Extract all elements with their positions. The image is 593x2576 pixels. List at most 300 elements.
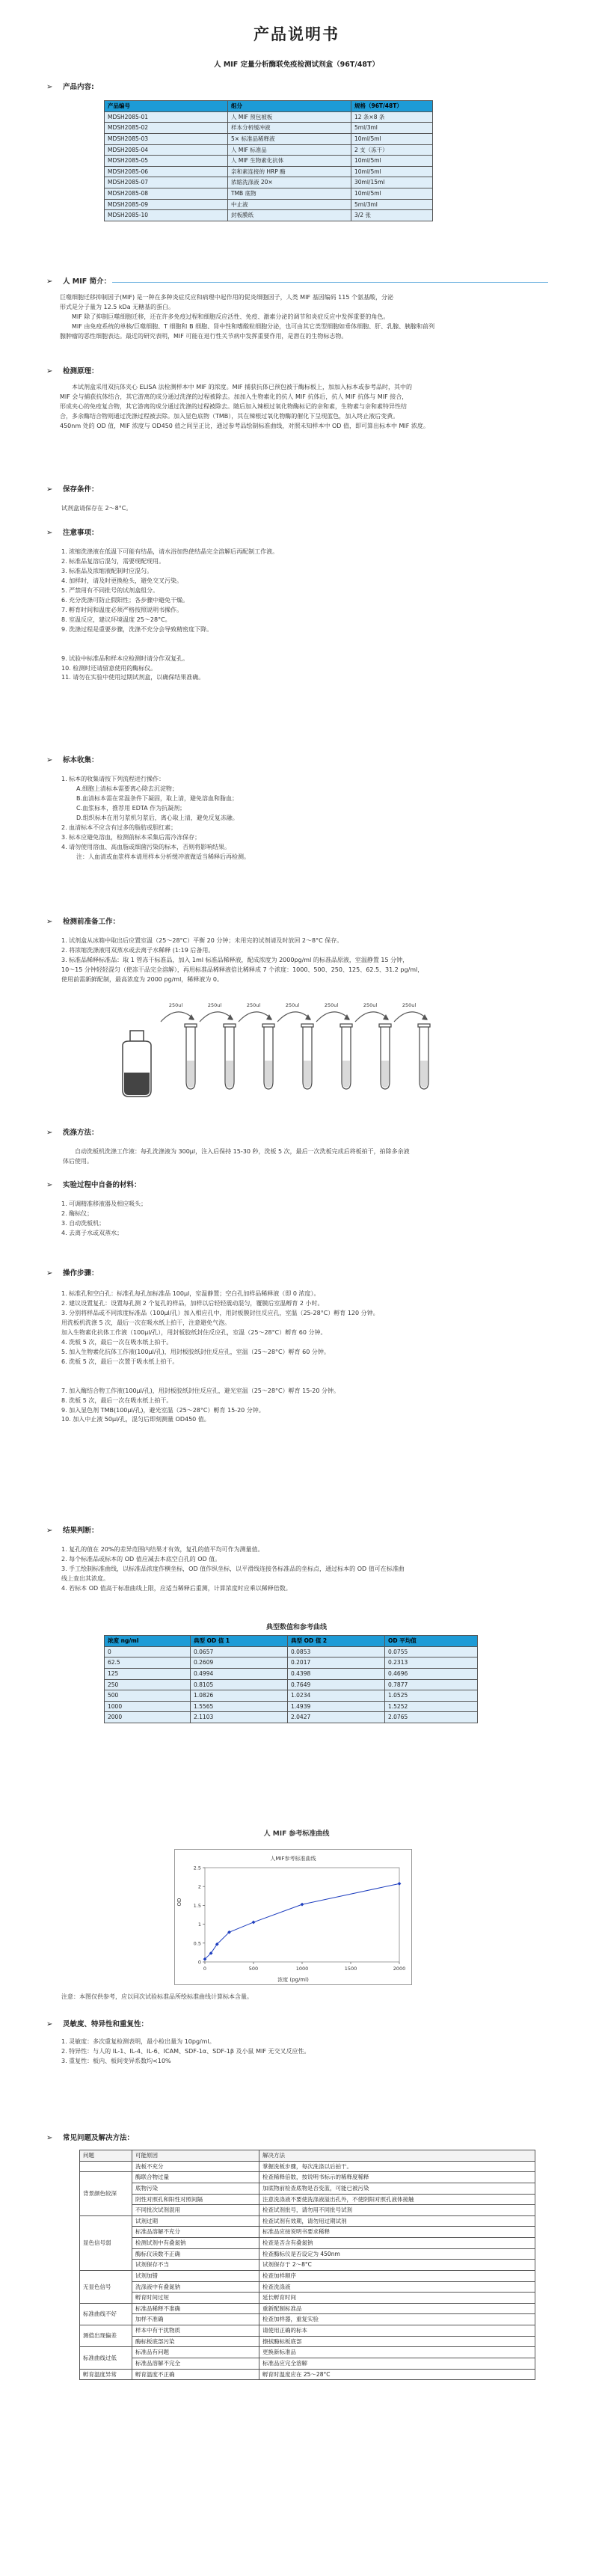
list-item: 3. 重复性：板内、板间变异系数均<10% (61, 2057, 171, 2064)
table-cell: 中止液 (228, 199, 351, 210)
transfer-arrow (355, 1012, 388, 1022)
standard-curve-chart (174, 1849, 412, 1985)
tube-liquid (304, 1061, 311, 1088)
table-cell: 孵育温度异常 (80, 2369, 132, 2380)
table-cell: MDSH2085-04 (105, 144, 228, 156)
table-cell: 背景颜色较深 (80, 2172, 132, 2216)
text-line: MIF 会与捕获抗体结合，其它游离的成分通过洗涤的过程被除去。加加入生物素化的抗人 MIF 抗体后，抗人 MIF 抗体与 MIF 接合， (60, 393, 408, 400)
table-cell: 孵育时温度应在 25～28°C (259, 2369, 535, 2380)
table-cell: 0.2313 (385, 1657, 478, 1669)
list-item: D.组织标本在用匀浆机匀浆后，离心取上清，避免反复冻融。 (76, 814, 239, 821)
table-cell: 1.5565 (191, 1701, 288, 1712)
table-cell: 10ml/5ml (351, 133, 433, 144)
table-cell: 阴性对照孔和阳性对照间隔 (132, 2194, 259, 2205)
table-row (80, 2358, 535, 2369)
steps-list (61, 1289, 540, 1425)
table-cell: 2000 (105, 1712, 191, 1723)
list-item: 6. 洗板 5 次，最后一次置于吸水纸上拍干。 (61, 1358, 179, 1365)
tube-rim (340, 1024, 352, 1027)
arrow-bullet-icon (46, 486, 55, 494)
table-cell: 1.0826 (191, 1690, 288, 1702)
list-item: 6. 充分洗涤可防止假阳性；各步骤中避免干燥。 (61, 596, 189, 604)
table-cell: 标准品应按说明书要求稀释 (259, 2227, 535, 2238)
x-tick-label: 1000 (295, 1966, 309, 1972)
list-item: 线上查出其浓度。 (61, 1574, 109, 1582)
section-title: 注意事项： (63, 529, 99, 537)
table-cell (80, 2161, 132, 2172)
table-cell: 掌握洗板步骤，每次洗涤以后拍干。 (259, 2161, 535, 2172)
table-cell: 2.0765 (385, 1712, 478, 1723)
table-cell: 0.7649 (288, 1679, 385, 1690)
text-line: MIF 除了抑制巨噬细胞迁移，还在许多免疫过程和细胞反应活性、免疫、激素分泌的调节和炎症反应中发挥重要的角色。 (72, 313, 390, 320)
section-title: 洗涤方法： (63, 1129, 99, 1137)
list-item: 3. 自动洗板机； (61, 1219, 105, 1227)
y-tick-label: 1.5 (193, 1902, 201, 1909)
table-cell: 标准曲线过低 (80, 2347, 132, 2369)
table-row (80, 2161, 535, 2172)
table-cell: 擦拭酶标板底部 (259, 2336, 535, 2347)
chart-y-axis-label: OD (176, 1898, 182, 1907)
table-row (80, 2248, 535, 2260)
table-cell: MDSH2085-01 (105, 111, 228, 123)
list-item: 1. 灵敏度：多次重复检测表明，最小检出量为 10pg/ml。 (61, 2038, 215, 2045)
text-line: 腺肿瘤的恶性细胞表达。最近的研究表明，MIF 可能在退行性关节病中发挥重要作用，是潜在的生物标志物。 (60, 332, 348, 340)
table-cell: 酶标板底部污染 (132, 2336, 259, 2347)
list-item: 1. 浓缩洗涤液在低温下可能有结晶，请水浴加热使结晶完全溶解后再配制工作液。 (61, 548, 279, 555)
y-tick-label: 0 (197, 1959, 201, 1966)
table-cell: 检查试剂批号，请勿用不同批号试剂 (259, 2205, 535, 2216)
data-point (398, 1882, 402, 1886)
table-row (80, 2303, 535, 2314)
text-line: 450nm 处的 OD 值，MIF 浓度与 OD450 值之间呈正比，通过参考品绘制标准曲线，对照未知样本中 OD 值，即可算出标本中 MIF 浓度。 (60, 422, 429, 429)
section-title: 保存条件： (63, 485, 99, 494)
text-line: 合，多余酶结合物则通过洗涤过程被去除。加入显色底物（TMB），其在辣根过氧化物酶的催化下呈现蓝色，加入终止液后变黄。 (60, 412, 399, 420)
transfer-arrow (316, 1012, 349, 1022)
section-title: 检测前准备工作： (63, 918, 120, 926)
list-item: 10. 加入中止液 50μl/孔，混匀后即刻测量 OD450 值。 (61, 1416, 210, 1423)
arrow-bullet-icon (46, 757, 55, 764)
section-contents (46, 82, 94, 93)
y-tick-label: 2.5 (193, 1865, 201, 1871)
arrow-bullet-icon (46, 530, 55, 537)
table-cell: 酶标仪读数不正确 (132, 2248, 259, 2260)
text-line: 巨噬细胞迁移抑制因子(MIF) 是一种在多种炎症反应和病理中起作用的促炎细胞因子，人类 MIF 基因编码 115 个氨基酸，分泌 (60, 294, 393, 301)
arrow-bullet-icon (46, 84, 55, 91)
table-cell: 62.5 (105, 1657, 191, 1669)
table-cell: 5ml/3ml (351, 123, 433, 134)
tube-rim (185, 1024, 197, 1027)
product-header-cell: 组分 (228, 101, 351, 112)
table-cell: 0.7877 (385, 1679, 478, 1690)
table-row (105, 111, 433, 123)
list-item: 2. 酶标仪； (61, 1209, 93, 1217)
transfer-volume-label: 250ul (363, 1002, 378, 1008)
faq-header-cell: 解决方法 (259, 2150, 535, 2162)
arrow-bullet-icon (46, 1270, 55, 1278)
table-row (105, 1701, 478, 1712)
table-cell: 检查酶标仪是否设定为 450nm (259, 2248, 535, 2260)
chart-title: 人MIF参考标准曲线 (270, 1856, 316, 1862)
list-item: 8. 洗板 5 次，最后一次在吸水纸上拍干。 (61, 1396, 173, 1404)
table-cell: 0.2017 (288, 1657, 385, 1669)
chart-note: 注意：本图仅供参考，应以同次试验标准品所绘标准曲线计算标本含量。 (61, 1993, 253, 2000)
table-row (80, 2227, 535, 2238)
table-row (80, 2260, 535, 2271)
table-cell: 12 条×8 条 (351, 111, 433, 123)
section-notes (46, 528, 99, 539)
product-table (104, 100, 433, 221)
table-cell: MDSH2085-02 (105, 123, 228, 134)
tube-rim (224, 1024, 236, 1027)
section-title: 结果判断： (63, 1527, 99, 1535)
table-row (80, 2183, 535, 2194)
list-item: 2. 标准品复溶后混匀，需要现配现用。 (61, 557, 165, 565)
sample-list (61, 775, 540, 862)
table-cell: 0 (105, 1646, 191, 1657)
table-row (80, 2194, 535, 2205)
table-cell: MDSH2085-06 (105, 166, 228, 177)
table-cell: 0.4696 (385, 1668, 478, 1679)
tube-rim (418, 1024, 430, 1027)
section-title: 人 MIF 简介： (63, 277, 111, 286)
chart-plot-area (194, 1865, 406, 1972)
section-steps (46, 1269, 99, 1280)
section-faq (46, 2133, 134, 2144)
standard-list (61, 936, 540, 985)
reference-table-header (105, 1636, 478, 1647)
list-item: 2. 血清标本不应含有过多的脂肪或胆红素； (61, 824, 177, 831)
arrow-bullet-icon (46, 1129, 55, 1137)
table-cell: 延长孵育时间 (259, 2293, 535, 2304)
table-cell: 测值出现偏差 (80, 2325, 132, 2347)
table-row (80, 2347, 535, 2358)
page-title: 产品说明书 (254, 25, 339, 43)
list-item: 1. 标准孔和空白孔：标准孔每孔加标准品 100μl，室温静置；空白孔加样品稀释液（即 0 浓度）。 (61, 1290, 320, 1297)
chart-caption: 人 MIF 参考标准曲线 (263, 1830, 330, 1838)
tube-rim (301, 1024, 313, 1027)
table-cell: 亲和素连接的 HRP 酶 (228, 166, 351, 177)
arrow-bullet-icon (46, 368, 55, 375)
reference-od-table (104, 1635, 478, 1723)
table-cell: 封板膜纸 (228, 210, 351, 221)
table-cell: 2.1103 (191, 1712, 288, 1723)
wash-paragraph (63, 1147, 541, 1167)
table-row (105, 133, 433, 144)
list-item: 3. 标准品稀释标准品：取 1 管冻干标准品，加入 1ml 标准品稀释液，配成浓度为 2000pg/ml 的标准品原液，室温静置 15 分钟， (61, 956, 409, 963)
table-cell: 注意洗涤液不要使洗涤液溢出孔外，不使阴阳对照孔液体接触 (259, 2194, 535, 2205)
table-row (105, 144, 433, 156)
table-cell: 试剂保存不当 (132, 2260, 259, 2271)
table-row (105, 188, 433, 200)
table-cell: 检查稀释倍数，按说明书标示的稀释度稀释 (259, 2172, 535, 2183)
section-perf (46, 2020, 148, 2031)
table-row (80, 2369, 535, 2380)
table-cell: 250 (105, 1679, 191, 1690)
table-cell: 检测试剂中有叠氮钠 (132, 2238, 259, 2249)
table-cell: MDSH2085-09 (105, 199, 228, 210)
reference-header-cell: OD 平均值 (385, 1636, 478, 1647)
list-item: C.血浆标本，推荐用 EDTA 作为抗凝剂； (76, 804, 186, 812)
arrow-bullet-icon (46, 919, 55, 926)
table-cell: 孵育时间过短 (132, 2293, 259, 2304)
table-cell: 0.8105 (191, 1679, 288, 1690)
table-cell: 10ml/5ml (351, 188, 433, 200)
text-line: 形式是分子量为 12.5 kDa 无糖基的蛋白。 (60, 303, 175, 310)
section-title: 灵敏度、特异性和重复性： (63, 2020, 149, 2028)
table-cell: TMB 底物 (228, 188, 351, 200)
list-spacer (61, 1367, 540, 1387)
list-item: 4. 请勿使用溶血、高血脂或细菌污染的标本，否则将影响结果。 (61, 843, 231, 850)
table-cell: 5ml/3ml (351, 199, 433, 210)
table-cell: MDSH2085-03 (105, 133, 228, 144)
table-cell: 更换新标准品 (259, 2347, 535, 2358)
dilution-diagram (112, 1001, 456, 1105)
data-point (301, 1903, 304, 1907)
table-row (80, 2314, 535, 2325)
section-standard (46, 917, 120, 928)
transfer-volume-label: 250ul (285, 1002, 300, 1008)
table-cell: 标准品有问题 (132, 2347, 259, 2358)
table-cell: 重新配制标准品 (259, 2303, 535, 2314)
list-item: 3. 手工绘制标准曲线，以标准品浓度作横坐标，OD 值作纵坐标，以平滑线连接各标准品的坐标点，通过标本的 OD 值可在标准曲 (61, 1565, 405, 1572)
notes-list (61, 548, 540, 683)
table-cell: 酶联合物过量 (132, 2172, 259, 2183)
table-cell: 5× 标准品稀释液 (228, 133, 351, 144)
list-item: 3. 分别将样品或不同浓度标准品（100μl/孔）加入相应孔中，用封板膜封住反应孔，室温（25-28°C）孵育 120 分钟。 (61, 1309, 379, 1316)
table-cell: 试剂加错 (132, 2270, 259, 2281)
x-tick-label: 0 (203, 1966, 207, 1972)
faq-header-cell: 可能原因 (132, 2150, 259, 2162)
list-item: 5. 严禁用有不同批号的试剂盒组分。 (61, 586, 159, 594)
list-item: 使用前需新鲜配制，最高浓度为 2000 pg/ml，稀释液为 0。 (61, 975, 223, 983)
chart-x-axis-label: 浓度 (pg/ml) (277, 1977, 309, 1983)
transfer-arrow (394, 1012, 427, 1022)
list-item: 9. 试验中标准品和样本应检测时请分作双复孔。 (61, 654, 189, 662)
table-cell: 浓缩洗涤液 20× (228, 177, 351, 188)
text-line: 体后使用。 (63, 1157, 93, 1165)
list-item: 1. 可调精准移液器及相应吸头； (61, 1200, 147, 1207)
list-item: 4. 若标本 OD 值高于标准曲线上限，应适当稀释后重测，计算浓度时应乘以稀释倍数。 (61, 1584, 292, 1592)
data-point (252, 1921, 256, 1925)
text-line: 本试剂盒采用双抗体夹心 ELISA 法检测样本中 MIF 的浓度。MIF 捕获抗体已预包被于酶标板上，加加入标本或参考品时，其中的 (72, 384, 413, 390)
table-cell: 不同批次试剂混用 (132, 2205, 259, 2216)
arrow-bullet-icon (46, 1527, 55, 1535)
x-tick-label: 2000 (393, 1966, 406, 1972)
table-cell: 检查加样器，重复实验 (259, 2314, 535, 2325)
text-line: 形成夹心的免疫复合物，其它游离的成分通过洗涤的过程被除去。随后加入辣根过氧化物酶标记的亲和素，生物素与亲和素特异性结 (60, 402, 407, 410)
table-cell: 1.0234 (288, 1690, 385, 1702)
faq-table-header (80, 2150, 535, 2162)
stock-bottle-icon (123, 1031, 151, 1097)
x-tick-label: 500 (248, 1966, 259, 1972)
list-item: 1. 复孔的值在 20%的差异范围内结果才有效，复孔的值平均可作为测量值。 (61, 1546, 264, 1553)
table-row (105, 123, 433, 134)
tube-rim (379, 1024, 391, 1027)
section-intro (46, 277, 111, 288)
table-cell: 人 MIF 生物素化抗体 (228, 156, 351, 167)
section-divider (112, 282, 548, 283)
table-cell: 125 (105, 1668, 191, 1679)
list-item: 3. 标准品及浓缩液配制时应混匀。 (61, 567, 153, 574)
table-cell: 请使用正确的标本 (259, 2325, 535, 2337)
table-cell: 样本中有干扰物质 (132, 2325, 259, 2337)
section-result (46, 1526, 99, 1537)
table-row (80, 2215, 535, 2227)
transfer-arrow (277, 1012, 310, 1022)
list-item: 10～15 分钟轻轻混匀（使冻干品完全溶解），再用标准品稀释液倍比稀释成 7 个浓度：1000、500、250、125、62.5、31.2 pg/ml， (61, 966, 424, 973)
table-cell: 洗板不充分 (132, 2161, 259, 2172)
list-item: B.血清标本需在常温条件下凝固，取上清，避免溶血和脂血； (76, 794, 239, 802)
list-item: A.细胞上清标本需要离心除去沉淀物； (76, 785, 178, 792)
principle-paragraph (60, 383, 546, 432)
table-row (105, 199, 433, 210)
table-cell: 加样不准确 (132, 2314, 259, 2325)
table-cell: 无显色信号 (80, 2270, 132, 2303)
list-item: 9. 洗涤过程是重要步骤，洗涤不充分会导致精密度下降。 (61, 625, 213, 633)
list-item: 2. 建议设置复孔：设置每孔测 2 个复孔的样品，加样以后轻轻震动混匀，覆膜后室温孵育 2 小时。 (61, 1299, 324, 1307)
table-cell: 样本分析缓冲液 (228, 123, 351, 134)
table-row (80, 2336, 535, 2347)
product-table-header (105, 101, 433, 112)
tube-liquid (342, 1061, 350, 1088)
list-item: 2. 特异性：与人的 IL-1、IL-4、IL-6、ICAM、SDF-1α、SDF-1β 及小鼠 MIF 无交叉反应性。 (61, 2047, 310, 2055)
list-item: 2. 将浓缩洗涤液用双蒸水或去离子水稀释 (1:19 后备用。 (61, 946, 215, 954)
result-list (61, 1545, 540, 1594)
table-cell: MDSH2085-07 (105, 177, 228, 188)
list-item: 4. 去离子水或双蒸水； (61, 1229, 123, 1236)
table-cell: 加底物前检查底物是否变蓝，可能已被污染 (259, 2183, 535, 2194)
table-row (105, 177, 433, 188)
table-cell: 检查试剂有效期，请勿用过期试剂 (259, 2215, 535, 2227)
table-cell: 标准品应完全溶解 (259, 2358, 535, 2369)
section-title: 标本收集： (63, 756, 99, 764)
y-tick-label: 2 (197, 1883, 201, 1890)
list-item: 1. 试剂盒从冰箱中取出后应置室温（25～28°C）平衡 20 分钟；未用完的试剂请及时放回 2～8°C 保存。 (61, 937, 343, 944)
list-spacer (61, 635, 540, 654)
section-principle (46, 367, 99, 378)
list-item: 2. 每个标准品或标本的 OD 值应减去本底空白孔的 OD 值。 (61, 1555, 221, 1563)
table-cell: 2 支（冻干） (351, 144, 433, 156)
table-cell: 标准品溶解不充分 (132, 2227, 259, 2238)
table-cell: 0.0853 (288, 1646, 385, 1657)
reference-table-title: 典型数值和参考曲线 (265, 1624, 327, 1631)
table-cell: 0.4994 (191, 1668, 288, 1679)
faq-header-cell: 问题 (80, 2150, 132, 2162)
section-sample (46, 755, 99, 767)
section-title: 实验过程中自备的材料： (63, 1181, 141, 1189)
product-header-cell: 规格（96T/48T） (351, 101, 433, 112)
table-cell: 1.4939 (288, 1701, 385, 1712)
perf-list (61, 2037, 540, 2067)
section-prepare (46, 1180, 141, 1192)
table-cell: 0.4398 (288, 1668, 385, 1679)
table-row (80, 2281, 535, 2293)
table-cell: 显色信号弱 (80, 2215, 132, 2270)
table-cell: 30ml/15ml (351, 177, 433, 188)
list-item: 3. 标本应避免溶血，检测前标本采集后需冷冻保存； (61, 833, 201, 841)
table-cell: 试剂过期 (132, 2215, 259, 2227)
reference-header-cell: 典型 OD 值 1 (191, 1636, 288, 1647)
table-row (105, 1668, 478, 1679)
section-title: 操作步骤： (63, 1269, 99, 1278)
page-subtitle: 人 MIF 定量分析酶联免疫检测试剂盒（96T/48T） (214, 61, 379, 69)
table-cell: MDSH2085-08 (105, 188, 228, 200)
faq-table (79, 2150, 535, 2380)
tube-liquid (187, 1061, 194, 1088)
intro-paragraph (60, 293, 538, 342)
storage-text: 试剂盒请保存在 2～8°C。 (61, 505, 132, 512)
chart-svg (175, 1850, 411, 1984)
list-item: 9. 加入显色剂 TMB(100μl/孔)，避光室温（25～28°C）孵育 15-20 分钟。 (61, 1406, 265, 1414)
product-header-cell: 产品编号 (105, 101, 228, 112)
table-cell: 1.0525 (385, 1690, 478, 1702)
y-tick-label: 0.5 (193, 1940, 201, 1947)
table-cell: 标准品稀释不准确 (132, 2303, 259, 2314)
table-row (80, 2270, 535, 2281)
table-cell: 0.0755 (385, 1646, 478, 1657)
list-item: 1. 标本的收集请按下列流程进行操作： (61, 776, 165, 782)
arrow-bullet-icon (46, 1182, 55, 1189)
transfer-volume-label: 250ul (402, 1002, 417, 1008)
list-item: 10. 检测时还请留意使用的酶标仪。 (61, 664, 157, 672)
section-title: 产品内容: (63, 83, 94, 91)
table-cell: 1.5252 (385, 1701, 478, 1712)
list-item: 4. 洗板 5 次，最后一次在吸水纸上拍干。 (61, 1338, 173, 1346)
table-row (105, 156, 433, 167)
table-row (105, 1690, 478, 1702)
table-cell: 检查洗涤液 (259, 2281, 535, 2293)
list-item: 7. 加入酶结合物工作液(100μl/孔)，用封板胶纸封住反应孔，避光室温（25～28°C）孵育 15-20 分钟。 (61, 1387, 339, 1394)
table-row (105, 1657, 478, 1669)
table-cell: 0.0657 (191, 1646, 288, 1657)
prepare-list (61, 1200, 540, 1239)
table-row (105, 1712, 478, 1723)
text-line: 自动洗板机洗涤工作液：每孔洗涤液为 300μl，注入后保持 15-30 秒，洗板 5 次，最后一次洗板完成后将板拍干，拍除多余液 (75, 1148, 410, 1155)
table-cell: 检查加样顺序 (259, 2270, 535, 2281)
arrow-bullet-icon (46, 2021, 55, 2028)
y-tick-label: 1 (197, 1922, 201, 1928)
tube-liquid (381, 1061, 389, 1088)
table-cell: 底物污染 (132, 2183, 259, 2194)
table-row (105, 166, 433, 177)
section-title: 检测原理： (63, 367, 99, 375)
list-item: 7. 孵育时间和温度必须严格按照说明书操作。 (61, 606, 183, 613)
table-cell: 2.0427 (288, 1712, 385, 1723)
table-cell: 10ml/5ml (351, 166, 433, 177)
arrow-bullet-icon (46, 278, 55, 286)
table-cell: MDSH2085-05 (105, 156, 228, 167)
list-item: 注：人血清或血浆样本请用样本分析缓冲液做适当稀释后再检测。 (76, 853, 250, 860)
table-cell: MDSH2085-10 (105, 210, 228, 221)
transfer-arrow (200, 1012, 233, 1022)
transfer-arrow (239, 1012, 271, 1022)
text-line: MIF 由免疫系统的单核/巨噬细胞、T 细胞和 B 细胞、肾中性和嗜酸粒细胞分泌，也可由其它类型细胞如垂体细胞、肝、乳腺、胰腺和前列 (72, 322, 435, 330)
table-cell: 标准曲线不好 (80, 2303, 132, 2325)
table-cell: 1000 (105, 1701, 191, 1712)
tube-liquid (226, 1061, 233, 1088)
table-cell: 检查是否含有叠氮钠 (259, 2238, 535, 2249)
transfer-volume-label: 250ul (207, 1002, 222, 1008)
series-line (205, 1883, 399, 1959)
table-row (105, 1646, 478, 1657)
table-cell: 人 MIF 标准品 (228, 144, 351, 156)
table-cell: 0.2609 (191, 1657, 288, 1669)
table-row (105, 210, 433, 221)
list-item: 用洗板机洗涤 5 次，最后一次在吸水纸上拍干，注意避免气泡。 (61, 1319, 231, 1326)
table-row (80, 2172, 535, 2183)
section-wash (46, 1128, 99, 1139)
chart-frame (205, 1868, 399, 1962)
